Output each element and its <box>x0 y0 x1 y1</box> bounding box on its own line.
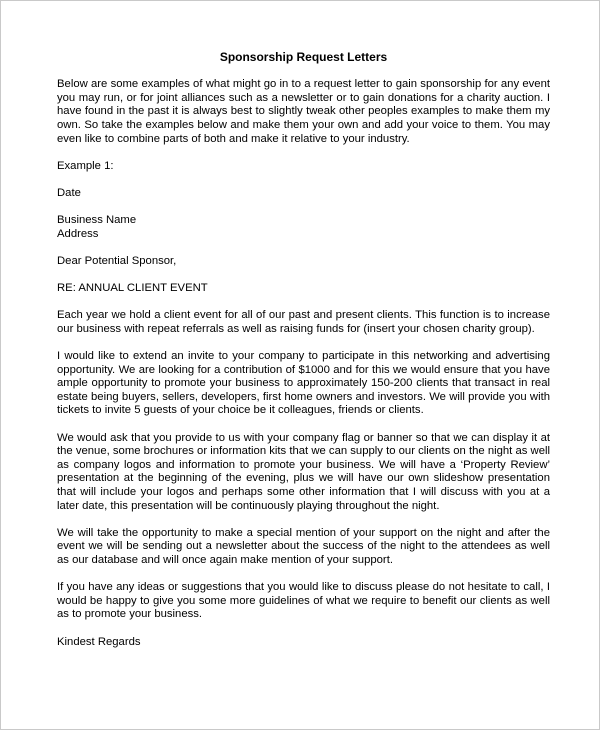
letter-closing: Kindest Regards <box>57 635 141 648</box>
letter-salutation: Dear Potential Sponsor, <box>57 254 177 267</box>
document-title: Sponsorship Request Letters <box>219 50 388 64</box>
letter-body-paragraph: We will take the opportunity to make a special mention of your support on the night and after the event we will be sending out a newsletter about the success of the night to the attendees as well as our database and will once again make mention of your support. <box>57 526 550 566</box>
letter-body-paragraph: I would like to extend an invite to your company to participate in this networking and advertising opportunity. We are looking for a contribution of $1000 and for this we would ensure that you have ample opportunity to promote your business to approximately 150-200 clients that transact in real estate being buyers, sellers, developers, first home owners and investors. We will provide you with tickets to invite 5 guests of your choice be it colleagues, friends or clients. <box>57 350 550 417</box>
letter-body-paragraph: We would ask that you provide to us with your company flag or banner so that we can display it at the venue, some brochures or information kits that we can supply to our clients on the night as well as company logos and information to promote your business. We will have a ‘Property Review’ presentation at the beginning of the evening, plus we will have our own slideshow presentation that will include your logos and perhaps some other information that I will discuss with you at a later date, this presentation will be continuously playing throughout the night. <box>57 431 550 512</box>
letter-date-placeholder: Date <box>57 186 81 199</box>
letter-body-paragraph: Each year we hold a client event for all of our past and present clients. This function is to increase our business with repeat referrals as well as raising funds for (insert your chosen charity group). <box>57 309 550 335</box>
letter-business-name: Business Name <box>57 214 137 227</box>
letter-recipient-block <box>57 214 550 241</box>
intro-paragraph: Below are some examples of what might go in to a request letter to gain sponsorship for any event you may run, or for joint alliances such as a newsletter or to gain donations for a charity auction. I have found in the past it is always best to slightly tweak other peoples examples to make them my own. So take the examples below and make them your own and add your voice to them. You may even like to combine parts of both and make it relative to your industry. <box>57 78 550 145</box>
example-label: Example 1: <box>57 159 114 172</box>
letter-body-paragraph: If you have any ideas or suggestions that you would like to discuss please do not hesitate to call, I would be happy to give you some more guidelines of what we require to benefit our clients as well as to promote your business. <box>57 581 550 621</box>
letter-subject-line: RE: ANNUAL CLIENT EVENT <box>57 282 208 295</box>
letter-address: Address <box>57 227 99 240</box>
